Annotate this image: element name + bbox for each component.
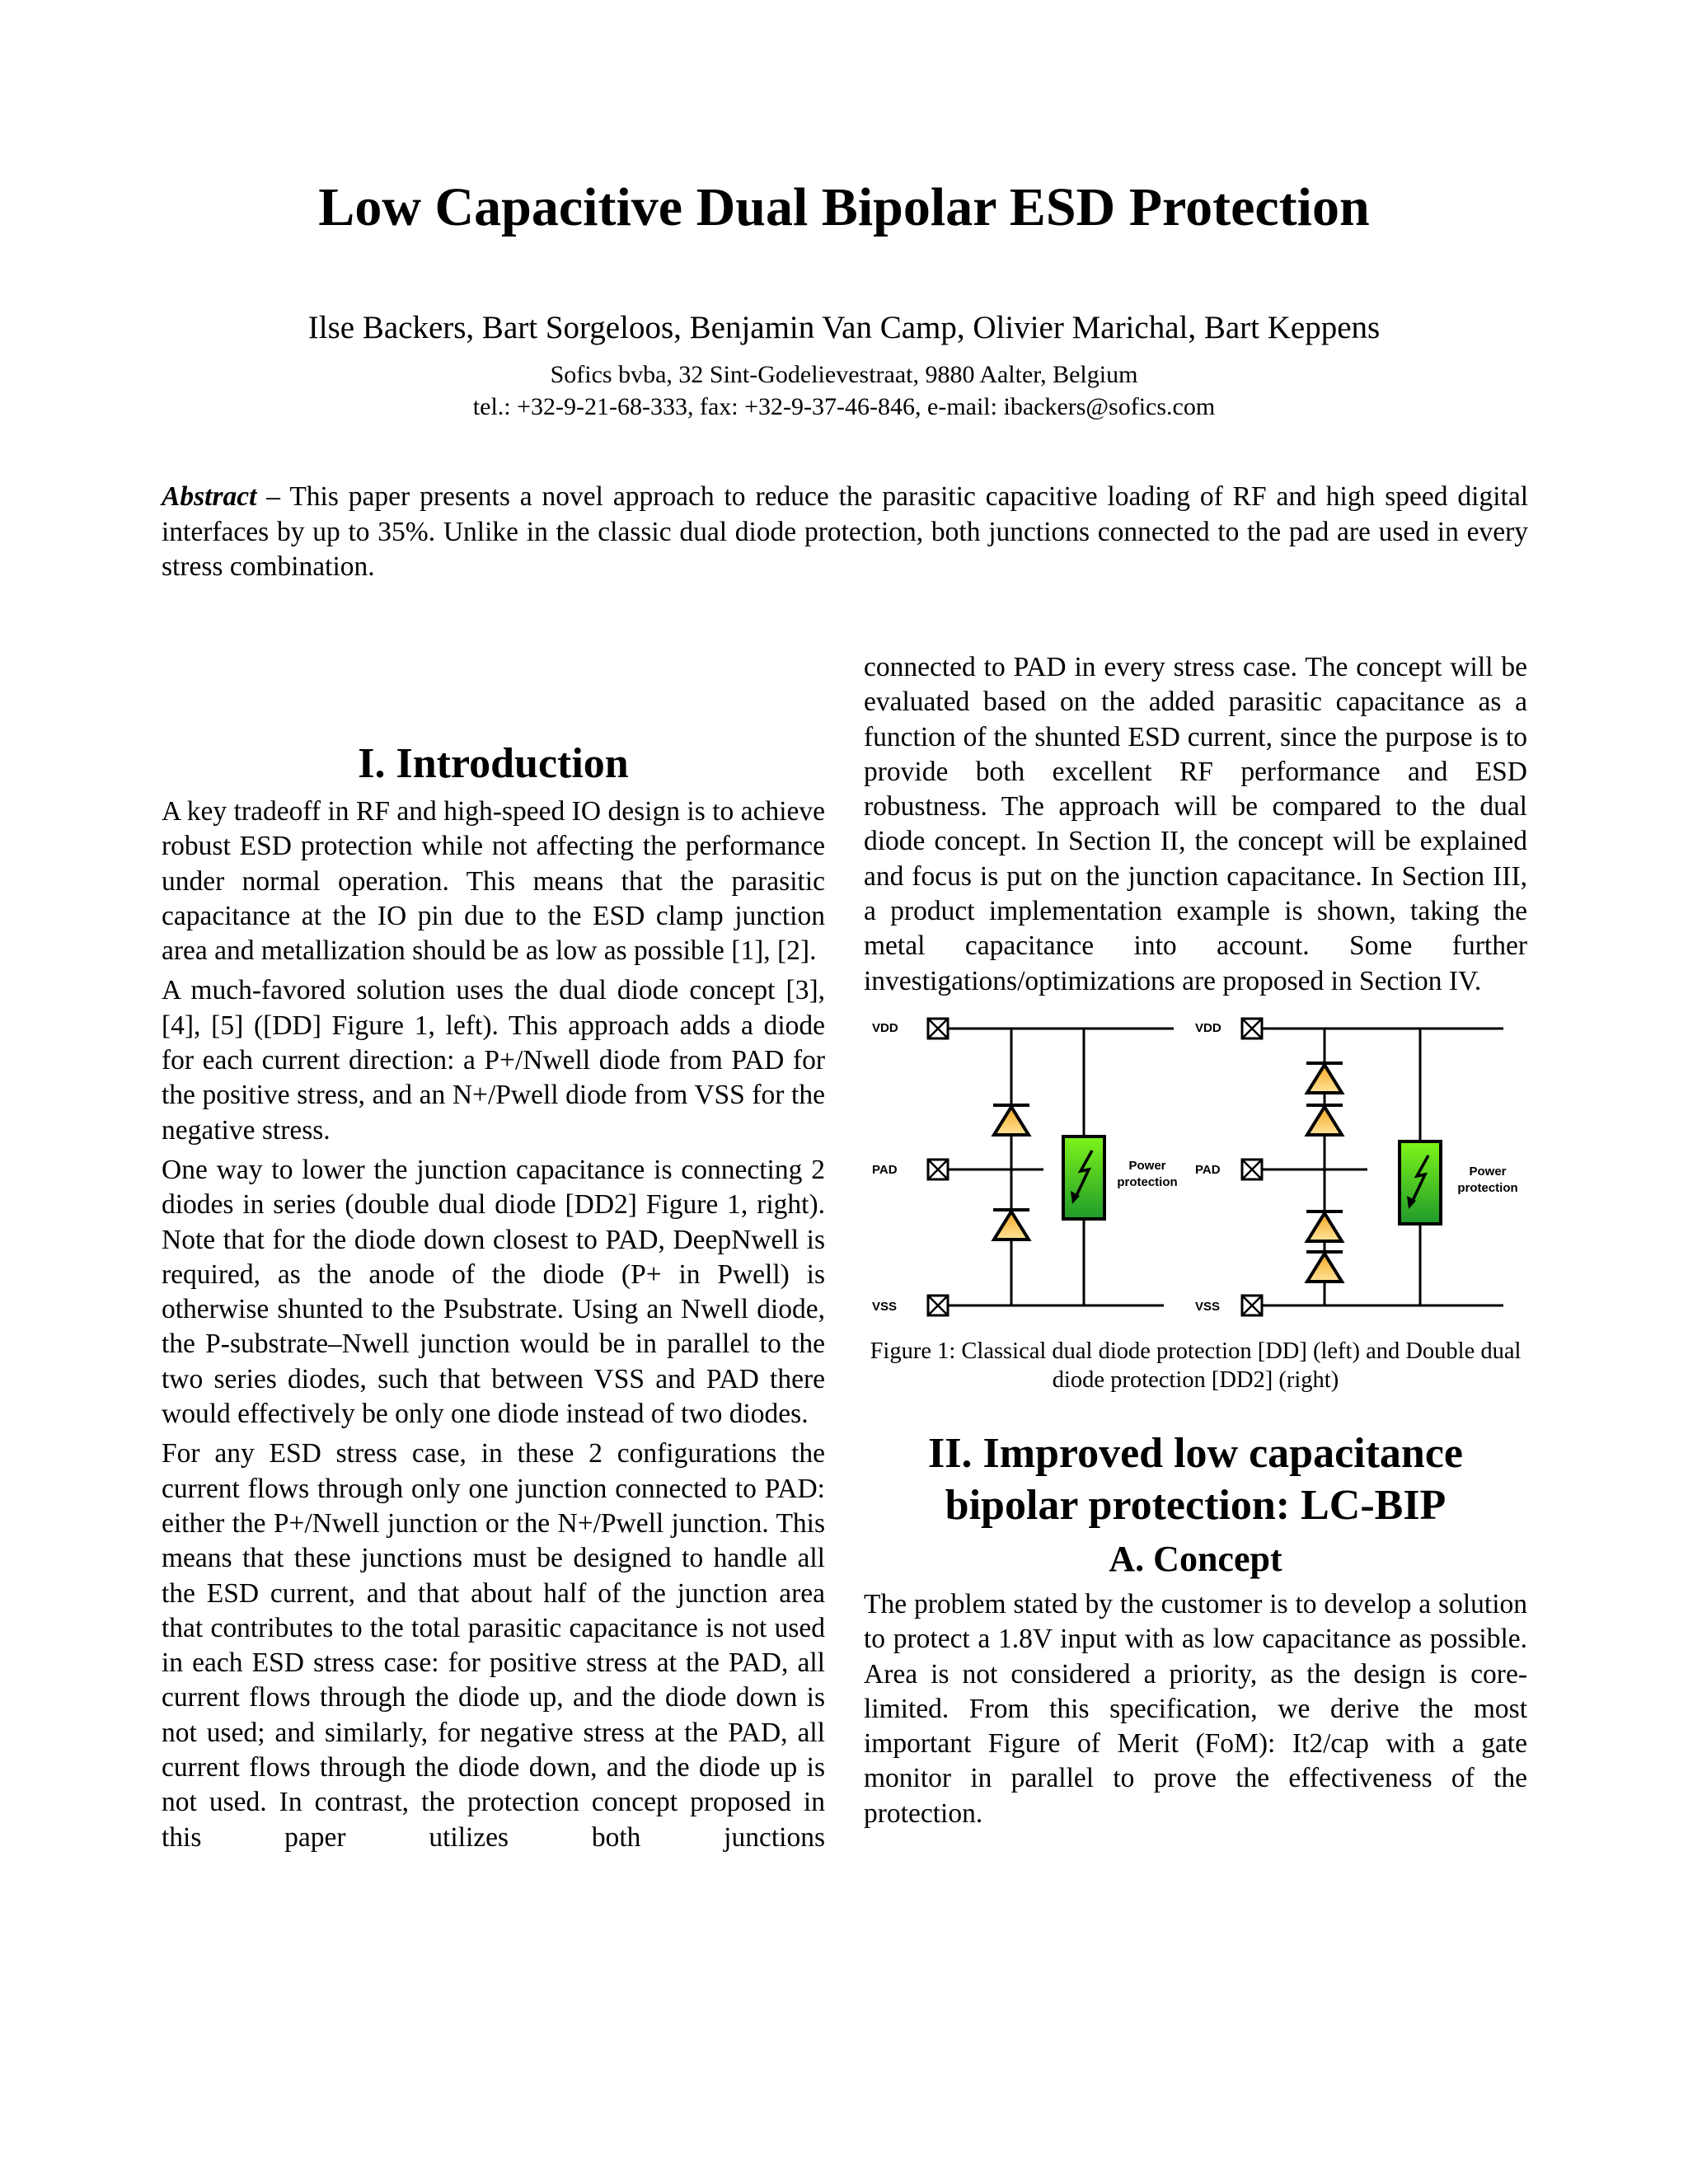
pad-terminal-icon	[928, 1296, 948, 1315]
section-heading-lc-bip: II. Improved low capacitance bipolar protection: LC-BIP	[927, 1429, 1463, 1529]
figure-caption: Figure 1: Classical dual diode protection [DD] (left) and Double dual diode protection [DD2] (right)	[870, 1338, 1522, 1393]
label-pad: PAD	[872, 1162, 898, 1177]
diode-icon	[993, 1210, 1029, 1240]
paragraph-continuation: connected to PAD in every stress case. The concept will be evaluated based on the added parasitic capacitance as a function of the shunted ESD current, since the purpose is to provide both excellent RF performance and ESD robustness. The approach will be compared to the dual diode concept. In Section II, the concept will be explained and focus is put on the junction capacitance. In Section III, a product implementation example is shown, taking the metal capacitance into account. Some further investigations/optimizations are proposed in Section IV.	[864, 652, 1527, 996]
subsection-heading-concept: A. Concept	[1109, 1538, 1282, 1579]
abstract-text: – This paper presents a novel approach to reduce the parasitic capacitive loading of RF and high speed digital interfaces by up to 35%. Unlike in the classic dual diode protection, both junctions connected to the pad are used in every stress combination.	[162, 481, 1528, 582]
pad-terminal-icon	[1242, 1296, 1262, 1315]
label-vdd: VDD	[872, 1020, 898, 1035]
pad-terminal-icon	[1242, 1019, 1262, 1038]
paragraph: A key tradeoff in RF and high-speed IO design is to achieve robust ESD protection while not affecting the performance under normal operation. This means that the parasitic capacitance at the IO pin due to the ESD clamp junction area and metallization should be as low as possible [1], [2].	[162, 796, 825, 967]
section-heading-introduction: I. Introduction	[358, 740, 629, 787]
pad-terminal-icon	[928, 1160, 948, 1179]
diode-icon	[1306, 1105, 1343, 1135]
paragraph: For any ESD stress case, in these 2 configurations the current flows through only one junction connected to PAD: either the P+/Nwell junction or the N+/Pwell junction. This means that these junctions must be designed to handle all the ESD current, and that about half of the junction area that contributes to the total parasitic capacitance is not used in each ESD stress case: for positive stress at the PAD, all current flows through the diode up, and the diode down is not used; and similarly, for negative stress at the PAD, all current flows through the diode down, and the diode up is not used. In contrast, the protection concept proposed in this paper utilizes both junctions	[162, 1438, 825, 1853]
circuit-diagram	[864, 1007, 1527, 1330]
circuit-dd-left	[872, 1019, 1178, 1315]
pad-terminal-icon	[928, 1019, 948, 1038]
diode-icon	[993, 1105, 1029, 1135]
right-column	[864, 650, 1527, 1836]
affiliation-address: Sofics bvba, 32 Sint-Godelievestraat, 9880 Aalter, Belgium	[550, 361, 1138, 388]
label-vss: VSS	[1195, 1299, 1221, 1314]
diode-icon	[1306, 1212, 1343, 1241]
paragraph: A much-favored solution uses the dual diode concept [3], [4], [5] ([DD] Figure 1, left). This approach adds a diode for each current direction: a P+/Nwell diode from PAD for the positive stress, and an N+/Pwell diode from VSS for the negative stress.	[162, 975, 825, 1146]
label-vss: VSS	[872, 1299, 898, 1314]
abstract-label: Abstract	[162, 481, 257, 512]
left-column	[162, 738, 825, 1860]
power-protection-label: Power	[1469, 1164, 1507, 1179]
paragraph: The problem stated by the customer is to develop a solution to protect a 1.8V input with as low capacitance as possible. Area is not considered a priority, as the design is core-limited. From this specification, we derive the most important Figure of Merit (FoM): It2/cap with a gate monitor in parallel to prove the effectiveness of the protection.	[864, 1588, 1527, 1829]
circuit-dd2-right	[1195, 1019, 1518, 1315]
diode-icon	[1306, 1063, 1343, 1093]
power-protection-label: protection	[1457, 1180, 1518, 1195]
figure-1	[864, 1007, 1527, 1330]
power-protection-icon	[1063, 1137, 1104, 1219]
power-protection-icon	[1400, 1141, 1441, 1224]
author-list: Ilse Backers, Bart Sorgeloos, Benjamin Van Camp, Olivier Marichal, Bart Keppens	[307, 310, 1381, 345]
label-vdd: VDD	[1195, 1020, 1221, 1035]
affiliation-contact: tel.: +32-9-21-68-333, fax: +32-9-37-46-846, e-mail: ibackers@sofics.com	[472, 393, 1216, 420]
abstract	[162, 480, 1528, 585]
power-protection-label: Power	[1128, 1158, 1166, 1173]
affiliation	[0, 359, 1688, 423]
diode-icon	[1306, 1252, 1343, 1282]
paper-title: Low Capacitive Dual Bipolar ESD Protection	[318, 177, 1370, 237]
paragraph: One way to lower the junction capacitance is connecting 2 diodes in series (double dual diode [DD2] Figure 1, right). Note that for the diode down closest to PAD, DeepNwell is required, as the anode of the diode (P+ in Pwell) is otherwise shunted to the Psubstrate. Using an Nwell diode, the P-substrate–Nwell junction would be in parallel to the two series diodes, such that between VSS and PAD there would effectively be only one diode instead of two diodes.	[162, 1154, 825, 1430]
label-pad: PAD	[1195, 1162, 1221, 1177]
power-protection-label: protection	[1117, 1174, 1178, 1189]
pad-terminal-icon	[1242, 1160, 1262, 1179]
